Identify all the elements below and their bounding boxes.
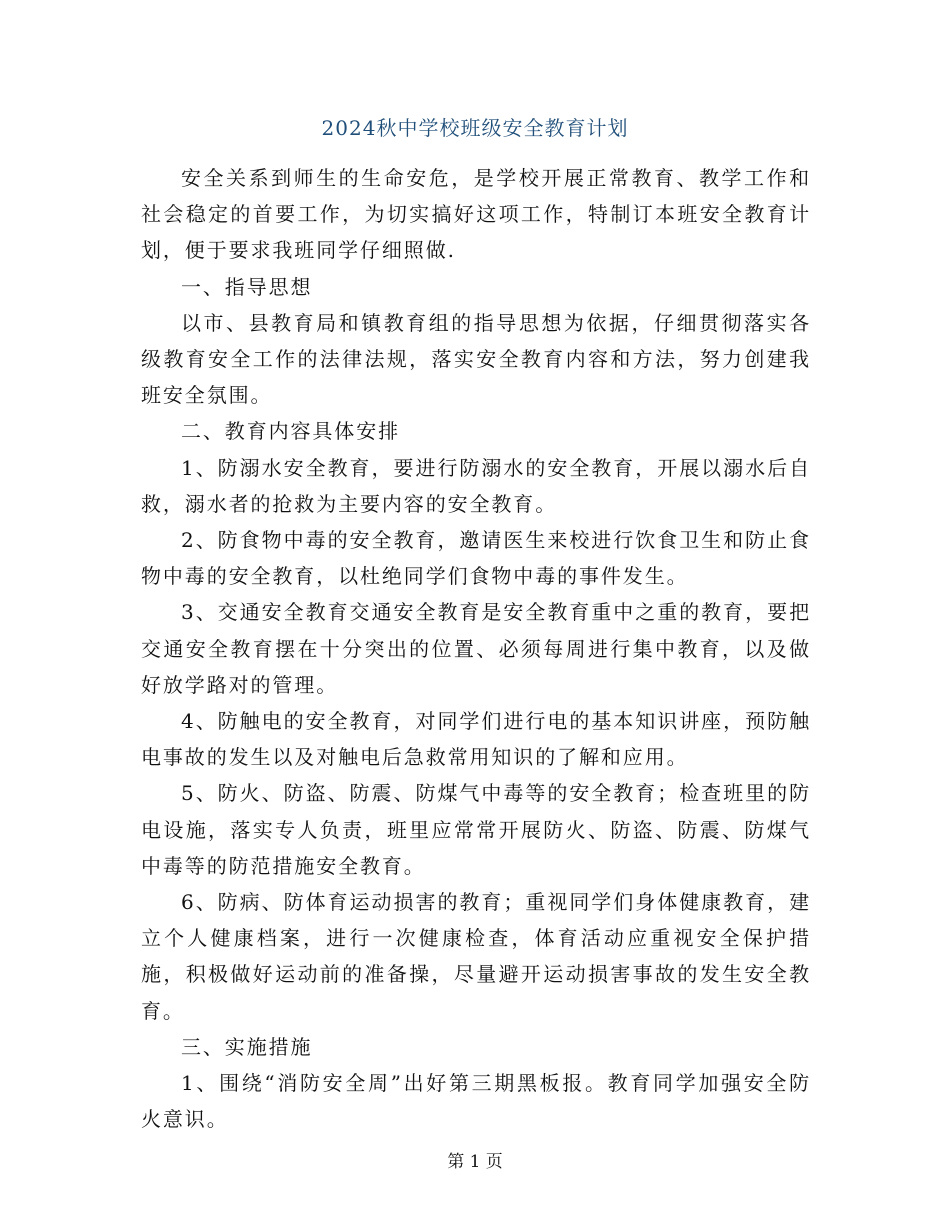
heading-implementation: 三、实施措施	[181, 1034, 313, 1059]
heading-education-content: 二、教育内容具体安排	[181, 419, 400, 444]
paragraph-item-6: 6、防病、防体育运动损害的教育；重视同学们身体健康教育，建立个人健康档案，进行一次健康检查，体育活动应重视安全保护措施，积极做好运动前的准备操，尽量避开运动损害事故的发生安全教育。	[141, 890, 811, 1023]
paragraph-guiding-ideology: 以市、县教育局和镇教育组的指导思想为依据，仔细贯彻落实各级教育安全工作的法律法规，落实安全教育内容和方法，努力创建我班安全氛围。	[141, 310, 811, 408]
paragraph-item-1: 1、防溺水安全教育，要进行防溺水的安全教育，开展以溺水后自救，溺水者的抢救为主要内容的安全教育。	[141, 455, 811, 516]
paragraph-measure-1: 1、围绕“消防安全周”出好第三期黑板报。教育同学加强安全防火意识。	[141, 1071, 811, 1132]
paragraph-item-4: 4、防触电的安全教育，对同学们进行电的基本知识讲座，预防触电事故的发生以及对触电后急救常用知识的了解和应用。	[141, 709, 811, 770]
paragraph-item-5: 5、防火、防盗、防震、防煤气中毒等的安全教育；检查班里的防电设施，落实专人负责，班里应常常开展防火、防盗、防震、防煤气中毒等的防范措施安全教育。	[141, 781, 811, 878]
paragraph-item-2: 2、防食物中毒的安全教育，邀请医生来校进行饮食卫生和防止食物中毒的安全教育，以杜绝同学们食物中毒的事件发生。	[141, 528, 811, 589]
page-number: 第 1 页	[447, 1152, 503, 1172]
document-body	[141, 160, 811, 1137]
paragraph-item-3: 3、交通安全教育交通安全教育是安全教育重中之重的教育，要把交通安全教育摆在十分突出的位置、必须每周进行集中教育，以及做好放学路对的管理。	[141, 600, 811, 697]
paragraph-intro: 安全关系到师生的生命安危，是学校开展正常教育、教学工作和社会稳定的首要工作，为切实搞好这项工作，特制订本班安全教育计划，便于要求我班同学仔细照做.	[141, 166, 811, 263]
document-title: 2024秋中学校班级安全教育计划	[321, 116, 629, 140]
heading-guiding-ideology: 一、指导思想	[181, 274, 313, 299]
